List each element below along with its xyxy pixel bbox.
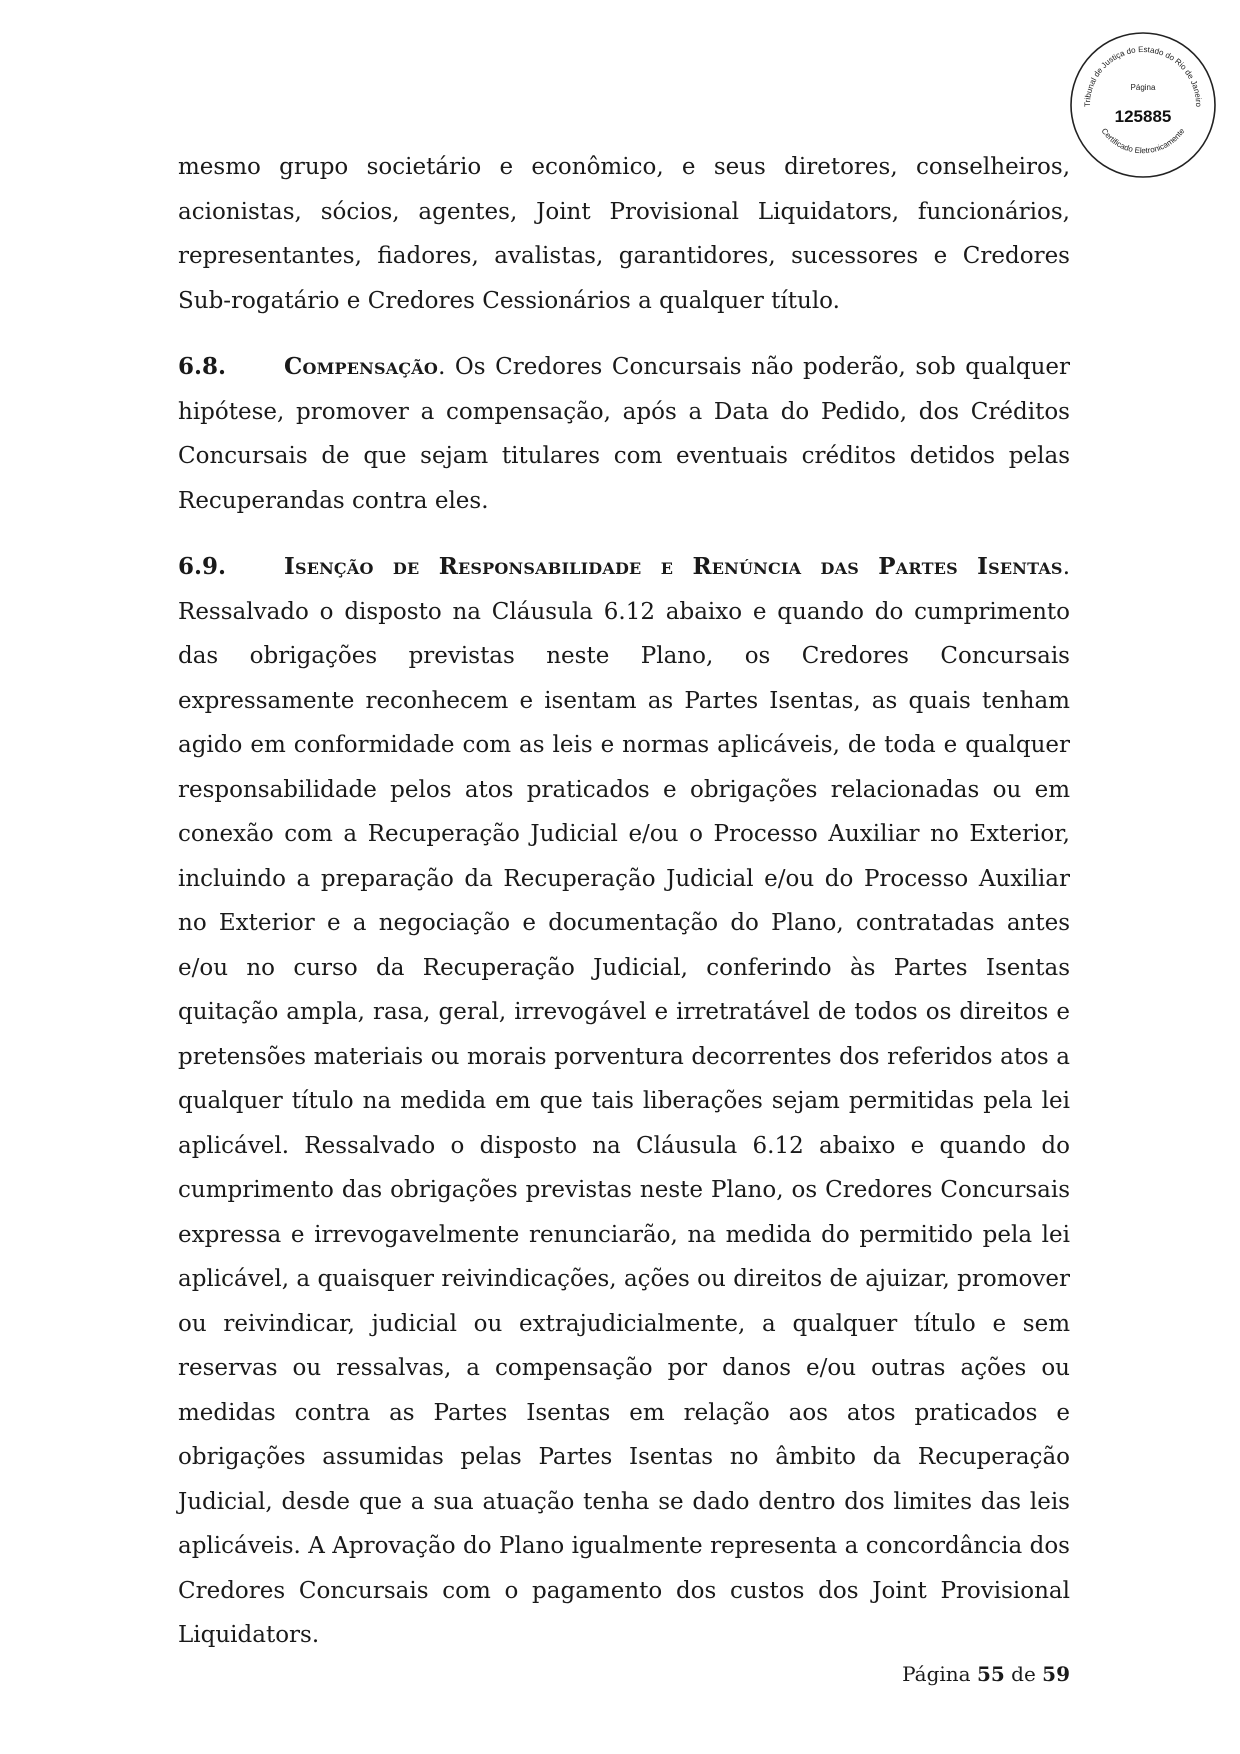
section-6-8 [178, 345, 1070, 523]
electronic-certification-seal [1068, 30, 1218, 180]
section-body: Os Credores Concursais não poderão, sob qualquer hipótese, promover a compensação, após a Data do Pedido, dos Créditos Concursais de que sejam titulares com eventuais créditos detidos pelas Recuperandas contra eles. [178, 354, 1070, 514]
section-6-9 [178, 545, 1070, 1658]
section-number: 6.9. [178, 553, 227, 580]
section-heading-suffix: . [438, 354, 446, 380]
seal-page-label: Página [1130, 83, 1156, 92]
section-body: Ressalvado o disposto na Cláusula 6.12 abaixo e quando do cumprimento das obrigações previstas neste Plano, os Credores Concursais expressamente reconhecem e isentam as Partes Isentas, as quais tenham agido em conformidade com as leis e normas aplicáveis, de toda e qualquer responsabilidade pelos atos praticados e obrigações relacionadas ou em conexão com a Recuperação Judicial e/ou o Processo Auxiliar no Exterior, incluindo a preparação da Recuperação Judicial e/ou do Processo Auxiliar no Exterior e a negociação e documentação do Plano, contratadas antes e/ou no curso da Recuperação Judicial, conferindo às Partes Isentas quitação ampla, rasa, geral, irrevogável e irretratável de todos os direitos e pretensões materiais ou morais porventura decorrentes dos referidos atos a qualquer título na medida em que tais liberações sejam permitidas pela lei aplicável. Ressalvado o disposto na Cláusula 6.12 abaixo e quando do cumprimento das obrigações previstas neste Plano, os Credores Concursais expressa e irrevogavelmente renunciarão, na medida do permitido pela lei aplicável, a quaisquer reivindicações, ações ou direitos de ajuizar, promover ou reivindicar, judicial ou extrajudicialmente, a qualquer título e sem reservas ou ressalvas, a compensação por danos e/ou outras ações ou medidas contra as Partes Isentas em relação aos atos praticados e obrigações assumidas pelas Partes Isentas no âmbito da Recuperação Judicial, desde que a sua atuação tenha se dado dentro dos limites das leis aplicáveis. A Aprovação do Plano igualmente representa a concordância dos Credores Concursais com o pagamento dos custos dos Joint Provisional Liquidators. [178, 598, 1070, 1648]
document-body [178, 145, 1070, 1658]
footer-middle: de [1004, 1662, 1043, 1686]
seal-bottom-text: Certificado Eletronicamente [1099, 126, 1187, 156]
seal-outer-ring [1071, 33, 1215, 177]
section-paragraph [178, 545, 1070, 1658]
footer-prefix: Página [902, 1662, 977, 1686]
intro-paragraph: mesmo grupo societário e econômico, e seus diretores, conselheiros, acionistas, sócios, agentes, Joint Provisional Liquidators, funcionários, representantes, fiadores, avalistas, garantidores, sucessores e Credores Sub-rogatário e Credores Cessionários a qualquer título. [178, 154, 1070, 314]
seal-graphic [1068, 30, 1218, 180]
footer-current-page: 55 [976, 1662, 1005, 1686]
footer-total-pages: 59 [1042, 1662, 1070, 1686]
page-footer [902, 1662, 1070, 1686]
seal-number: 125885 [1114, 107, 1172, 126]
section-paragraph [178, 345, 1070, 523]
seal-top-text: Tribunal de Justiça do Estado do Rio de Janeiro [1082, 44, 1204, 108]
section-heading: Compensação [284, 353, 439, 380]
section-number: 6.8. [178, 353, 227, 380]
section-heading: Isenção de Responsabilidade e Renúncia das Partes Isentas [284, 553, 1063, 580]
section-heading-suffix: . [1062, 554, 1070, 580]
